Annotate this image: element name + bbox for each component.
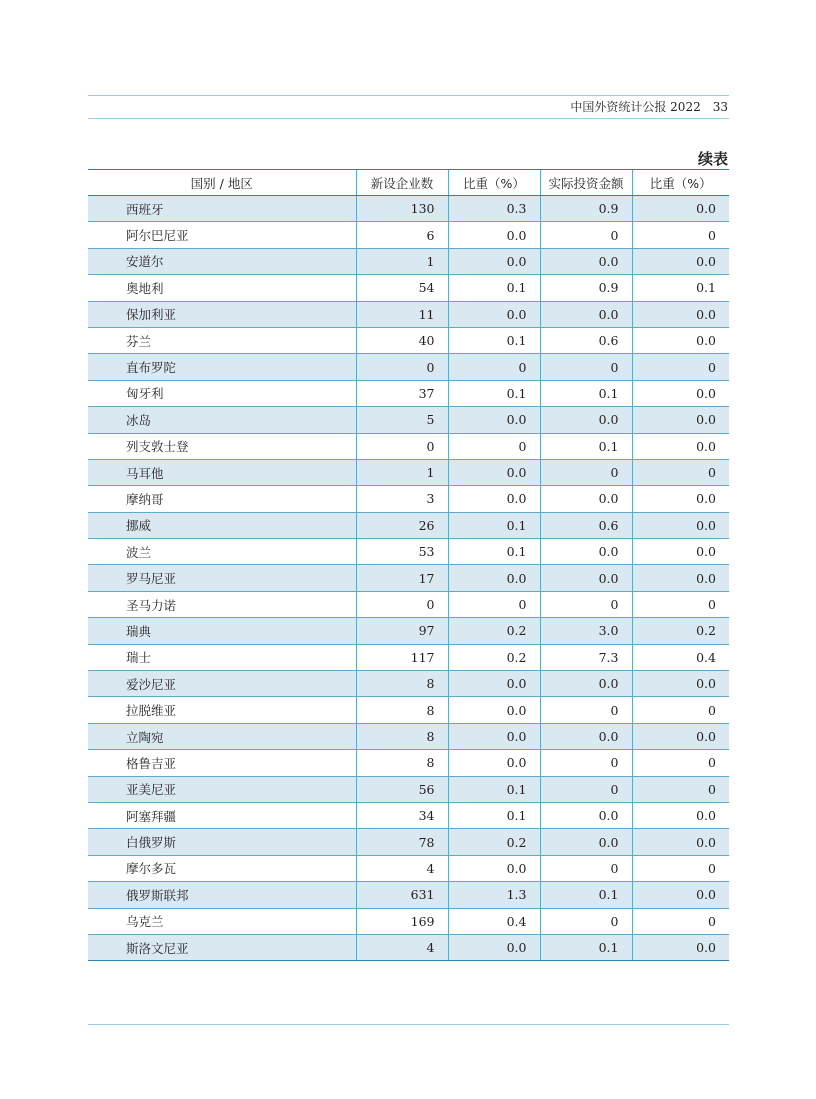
col-header-share: 比重（%） (448, 170, 540, 196)
new-enterprises-cell: 26 (356, 512, 448, 538)
country-cell: 奥地利 (88, 275, 356, 301)
new-enterprises-cell: 1 (356, 459, 448, 485)
share-cell: 0.1 (448, 275, 540, 301)
new-enterprises-cell: 0 (356, 433, 448, 459)
investment-share-cell: 0.0 (632, 882, 729, 908)
share-cell: 0.4 (448, 908, 540, 934)
top-rule-lower (88, 118, 729, 119)
investment-share-cell: 0.0 (632, 196, 729, 222)
share-cell: 0.1 (448, 512, 540, 538)
share-cell: 0.0 (448, 248, 540, 274)
investment-share-cell: 0.0 (632, 934, 729, 960)
table-row (88, 802, 729, 828)
table-row (88, 433, 729, 459)
share-cell: 0.0 (448, 565, 540, 591)
publication-title: 中国外资统计公报 2022 (570, 100, 701, 114)
actual-investment-cell: 0.0 (540, 565, 632, 591)
table-row (88, 459, 729, 485)
new-enterprises-cell: 78 (356, 829, 448, 855)
table-row (88, 196, 729, 222)
country-cell: 芬兰 (88, 327, 356, 353)
table-row (88, 222, 729, 248)
country-cell: 乌克兰 (88, 908, 356, 934)
share-cell: 0.0 (448, 934, 540, 960)
investment-share-cell: 0.0 (632, 248, 729, 274)
top-rule-upper (88, 95, 729, 96)
new-enterprises-cell: 17 (356, 565, 448, 591)
table-row (88, 565, 729, 591)
new-enterprises-cell: 4 (356, 855, 448, 881)
table-row (88, 644, 729, 670)
actual-investment-cell: 0 (540, 459, 632, 485)
new-enterprises-cell: 53 (356, 539, 448, 565)
new-enterprises-cell: 8 (356, 697, 448, 723)
actual-investment-cell: 0.0 (540, 486, 632, 512)
investment-share-cell: 0 (632, 354, 729, 380)
table-row (88, 750, 729, 776)
investment-share-cell: 0 (632, 591, 729, 617)
investment-share-cell: 0.0 (632, 539, 729, 565)
country-cell: 瑞士 (88, 644, 356, 670)
table-row (88, 354, 729, 380)
actual-investment-cell: 0.0 (540, 539, 632, 565)
country-cell: 白俄罗斯 (88, 829, 356, 855)
table-body (88, 196, 729, 961)
new-enterprises-cell: 631 (356, 882, 448, 908)
country-cell: 波兰 (88, 539, 356, 565)
actual-investment-cell: 3.0 (540, 618, 632, 644)
col-header-investment-share: 比重（%） (632, 170, 729, 196)
actual-investment-cell: 0.0 (540, 671, 632, 697)
share-cell: 0.1 (448, 327, 540, 353)
investment-share-cell: 0.0 (632, 829, 729, 855)
investment-share-cell: 0.0 (632, 671, 729, 697)
investment-share-cell: 0.0 (632, 433, 729, 459)
actual-investment-cell: 0.9 (540, 196, 632, 222)
actual-investment-cell: 0.0 (540, 407, 632, 433)
share-cell: 0 (448, 354, 540, 380)
new-enterprises-cell: 0 (356, 354, 448, 380)
table-row (88, 275, 729, 301)
actual-investment-cell: 0 (540, 855, 632, 881)
table-row (88, 671, 729, 697)
country-cell: 冰岛 (88, 407, 356, 433)
share-cell: 0.1 (448, 776, 540, 802)
new-enterprises-cell: 6 (356, 222, 448, 248)
actual-investment-cell: 0 (540, 222, 632, 248)
country-cell: 阿塞拜疆 (88, 802, 356, 828)
country-cell: 安道尔 (88, 248, 356, 274)
country-cell: 马耳他 (88, 459, 356, 485)
actual-investment-cell: 0.0 (540, 723, 632, 749)
table-row (88, 934, 729, 960)
actual-investment-cell: 0 (540, 591, 632, 617)
new-enterprises-cell: 97 (356, 618, 448, 644)
table-row (88, 882, 729, 908)
new-enterprises-cell: 3 (356, 486, 448, 512)
country-cell: 挪威 (88, 512, 356, 538)
investment-share-cell: 0 (632, 222, 729, 248)
country-cell: 阿尔巴尼亚 (88, 222, 356, 248)
investment-share-cell: 0.0 (632, 380, 729, 406)
table-row (88, 591, 729, 617)
actual-investment-cell: 7.3 (540, 644, 632, 670)
table-row (88, 380, 729, 406)
actual-investment-cell: 0.0 (540, 301, 632, 327)
country-cell: 瑞典 (88, 618, 356, 644)
country-cell: 格鲁吉亚 (88, 750, 356, 776)
new-enterprises-cell: 56 (356, 776, 448, 802)
table-row (88, 486, 729, 512)
investment-table (88, 169, 729, 961)
actual-investment-cell: 0 (540, 697, 632, 723)
actual-investment-cell: 0.9 (540, 275, 632, 301)
investment-share-cell: 0.4 (632, 644, 729, 670)
share-cell: 0.0 (448, 459, 540, 485)
new-enterprises-cell: 0 (356, 591, 448, 617)
share-cell: 0.0 (448, 407, 540, 433)
table-row (88, 855, 729, 881)
investment-share-cell: 0 (632, 776, 729, 802)
investment-share-cell: 0.0 (632, 327, 729, 353)
country-cell: 立陶宛 (88, 723, 356, 749)
actual-investment-cell: 0.6 (540, 327, 632, 353)
table-row (88, 723, 729, 749)
share-cell: 0 (448, 433, 540, 459)
share-cell: 0.3 (448, 196, 540, 222)
investment-share-cell: 0.0 (632, 802, 729, 828)
investment-share-cell: 0.1 (632, 275, 729, 301)
actual-investment-cell: 0 (540, 776, 632, 802)
new-enterprises-cell: 40 (356, 327, 448, 353)
share-cell: 0.0 (448, 855, 540, 881)
table-row (88, 539, 729, 565)
country-cell: 保加利亚 (88, 301, 356, 327)
table-row (88, 512, 729, 538)
share-cell: 0.0 (448, 750, 540, 776)
investment-share-cell: 0.0 (632, 301, 729, 327)
actual-investment-cell: 0.0 (540, 829, 632, 855)
share-cell: 0.2 (448, 618, 540, 644)
share-cell: 0.0 (448, 222, 540, 248)
share-cell: 0.2 (448, 644, 540, 670)
share-cell: 0.1 (448, 802, 540, 828)
investment-share-cell: 0.0 (632, 565, 729, 591)
investment-share-cell: 0 (632, 855, 729, 881)
table-row (88, 301, 729, 327)
actual-investment-cell: 0.1 (540, 433, 632, 459)
country-cell: 摩纳哥 (88, 486, 356, 512)
table-row (88, 829, 729, 855)
actual-investment-cell: 0.6 (540, 512, 632, 538)
investment-share-cell: 0 (632, 750, 729, 776)
investment-share-cell: 0.0 (632, 723, 729, 749)
actual-investment-cell: 0 (540, 354, 632, 380)
share-cell: 0.0 (448, 697, 540, 723)
country-cell: 匈牙利 (88, 380, 356, 406)
new-enterprises-cell: 11 (356, 301, 448, 327)
country-cell: 俄罗斯联邦 (88, 882, 356, 908)
country-cell: 西班牙 (88, 196, 356, 222)
footer-rule (88, 1024, 729, 1025)
share-cell: 0.0 (448, 671, 540, 697)
investment-share-cell: 0.0 (632, 486, 729, 512)
share-cell: 0.0 (448, 301, 540, 327)
new-enterprises-cell: 54 (356, 275, 448, 301)
investment-share-cell: 0.0 (632, 407, 729, 433)
country-cell: 斯洛文尼亚 (88, 934, 356, 960)
country-cell: 爱沙尼亚 (88, 671, 356, 697)
col-header-country: 国别 / 地区 (88, 170, 356, 196)
new-enterprises-cell: 5 (356, 407, 448, 433)
share-cell: 0.0 (448, 486, 540, 512)
country-cell: 摩尔多瓦 (88, 855, 356, 881)
actual-investment-cell: 0.1 (540, 380, 632, 406)
table-row (88, 697, 729, 723)
new-enterprises-cell: 117 (356, 644, 448, 670)
table-row (88, 407, 729, 433)
actual-investment-cell: 0.0 (540, 248, 632, 274)
country-cell: 拉脱维亚 (88, 697, 356, 723)
actual-investment-cell: 0.1 (540, 882, 632, 908)
country-cell: 罗马尼亚 (88, 565, 356, 591)
new-enterprises-cell: 8 (356, 750, 448, 776)
share-cell: 1.3 (448, 882, 540, 908)
continued-label: 续表 (697, 150, 728, 168)
share-cell: 0.2 (448, 829, 540, 855)
investment-share-cell: 0 (632, 697, 729, 723)
new-enterprises-cell: 169 (356, 908, 448, 934)
table-row (88, 248, 729, 274)
new-enterprises-cell: 8 (356, 671, 448, 697)
country-cell: 列支敦士登 (88, 433, 356, 459)
actual-investment-cell: 0 (540, 908, 632, 934)
table-row (88, 618, 729, 644)
investment-share-cell: 0 (632, 908, 729, 934)
share-cell: 0.1 (448, 539, 540, 565)
page-number: 33 (712, 100, 728, 114)
new-enterprises-cell: 34 (356, 802, 448, 828)
new-enterprises-cell: 8 (356, 723, 448, 749)
investment-share-cell: 0.2 (632, 618, 729, 644)
table-row (88, 908, 729, 934)
col-header-new-enterprises: 新设企业数 (356, 170, 448, 196)
actual-investment-cell: 0.0 (540, 802, 632, 828)
new-enterprises-cell: 130 (356, 196, 448, 222)
share-cell: 0.0 (448, 723, 540, 749)
share-cell: 0.1 (448, 380, 540, 406)
new-enterprises-cell: 1 (356, 248, 448, 274)
share-cell: 0 (448, 591, 540, 617)
new-enterprises-cell: 37 (356, 380, 448, 406)
table-header-row (88, 170, 729, 196)
actual-investment-cell: 0 (540, 750, 632, 776)
investment-share-cell: 0 (632, 459, 729, 485)
actual-investment-cell: 0.1 (540, 934, 632, 960)
country-cell: 亚美尼亚 (88, 776, 356, 802)
investment-share-cell: 0.0 (632, 512, 729, 538)
country-cell: 圣马力诺 (88, 591, 356, 617)
running-header (570, 98, 728, 115)
new-enterprises-cell: 4 (356, 934, 448, 960)
col-header-actual-investment: 实际投资金额 (540, 170, 632, 196)
table-row (88, 776, 729, 802)
table-row (88, 327, 729, 353)
country-cell: 直布罗陀 (88, 354, 356, 380)
